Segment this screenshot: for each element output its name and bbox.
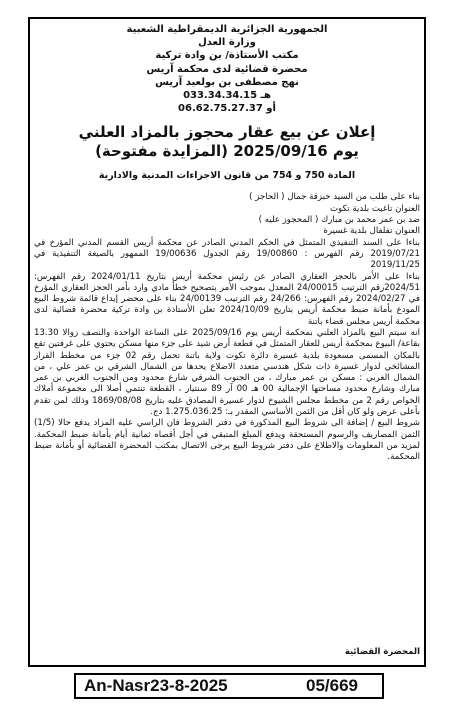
notice-title: إعلان عن بيع عقار محجوز بالمزاد العلني: [78, 123, 376, 142]
body-sale-conditions: شروط البيع / إضافة الى شروط البيع المذكورة في دفتر الشروط فان الراسي عليه المزاد يدفع حالا (1/5) الثمن المصاريف والرسوم المستحقة ويدفع المبلغ المتبقي في أجل أقصاه ثمانية أيام بأمانة ضبط المحكمة. لمزيد من المعلومات والاطلاع على دفتر شروط البيع يرجى الاتصال بمكتب المحضرة القضائية أو بأمانة ضبط المحكمة.: [34, 418, 420, 463]
body-enforcement-title: بناءا على السند التنفيذي المتمثل في الحكم المدني الصادر عن محكمة أريس القسم المدني المؤرخ في 2019/07/21 رقم الفهرس : 19/00860 رقم الجدول 19/00636 الممهور بالصيغة التنفيذية في 2019/11/25: [34, 237, 420, 271]
header-line-address: نهج مصطفى بن بولعيد آريس: [155, 76, 299, 88]
notice-body: [34, 192, 420, 463]
notice-frame: [28, 17, 426, 667]
header-phone-2: [34, 102, 420, 115]
issuer-header: [34, 23, 420, 115]
publication-number: 05/669: [306, 676, 358, 695]
signature-label: المحضرة القضائية: [344, 647, 420, 657]
notice-subtitle-date: يوم 2025/09/16 (المزايدة مفتوحة): [95, 142, 359, 161]
header-line-court: محضرة قضائية لدى محكمة آريس: [146, 63, 308, 75]
header-line-office: مكتب الأستاذة/ بن وادة تركية: [155, 50, 299, 62]
body-seizure-order: بناءا على الأمر بالحجز العقاري الصادر عن رئيس محكمة أريس بتاريخ 2024/01/11 رقم الفهرس: 2024/51رقم الترتيب 24/00015 المعدل بموجب الأمر بتصحيح خطأ مادي وارد بأمر الحجز العقاري المؤرخ في 2024/02/27 رقم الفهرس: 24/266 رقم الترتيب 24/00139 بناء على محضر إيداع قائمة شروط البيع المودع بأمانة ضبط محكمة أريس بتاريخ 2024/10/09 تعلن الأستاذة بن وادة تركية محضرة قضائية لدى محكمة أريس مجلس قضاء باتنة: [34, 271, 420, 327]
phone-1-number: 033.34.34.15: [183, 90, 258, 102]
phone-1-prefix: هـ: [260, 90, 271, 102]
header-phone-1: [34, 89, 420, 102]
header-line-republic: الجمهورية الجزائرية الديمقراطية الشعبية: [126, 24, 328, 35]
body-defendant: ضد بن عمر محمد بن مبارك ( المحجوز عليه ): [258, 215, 420, 226]
body-plaintiff-address: العنوان تاغيت بلدية تكوت: [329, 203, 420, 214]
body-defendant-address: العنوان تفلفال بلدية غسيرة: [323, 226, 420, 237]
body-sale-details: انه سيتم البيع بالمزاد العلني بمحكمة أريس يوم 2025/09/16 على الساعة الواحدة والنصف زوالا 13.30 بقاعة/ البيوع بمحكمة أريس للعقار المتمثل في قطعة أرض شيد على جزء منها مسكن يحتوي على غرفتين تقع بالمكان المسمى مسعودة بلدية غسيرة دائرة تكوت ولاية باتنة تحمل رقم 02 جزء من مخطط القرار المشائخي لدوار غسيرة ذات شكل هندسي متعدد الاضلاع يحدها من الشمال الشرقي بن عمر علي ، من الشمال الغربي : مسكن بن عمر مبارك ، من الجنوب الشرقي شارع محدود ومن الجنوب الغربي بن عمر مبارك وشارع محدود مساحتها الإجمالية 00 هـ 00 آر 89 سنتيار ، القطعة تنتمي أصلا الى مجموعة أملاك الخواص رقم 2 من مخطط مجلس الشيوخ لدوار غسيرة المصادق عليه بتاريخ 1869/08/08 وذلك لمن تقدم بأعلى عرض ولو كان أقل من الثمن الأساسي المقدر بـ: 1.275.036.25 دج.: [34, 327, 421, 418]
publication-reference: [74, 673, 384, 699]
header-line-ministry: وزارة العدل: [198, 37, 256, 49]
publication-source: An-Nasr23-8-2025: [84, 676, 228, 695]
phone-2-number: 06.62.75.27.37: [178, 103, 263, 115]
law-reference: المادة 750 و 754 من قانون الاجراءات المدنية والادارية: [98, 170, 356, 182]
phone-2-prefix: أو: [266, 103, 276, 115]
body-plaintiff: بناء على طلب من السيد خبزقة جمال ( الحاجز ): [249, 192, 420, 203]
notice-content: [34, 23, 420, 661]
